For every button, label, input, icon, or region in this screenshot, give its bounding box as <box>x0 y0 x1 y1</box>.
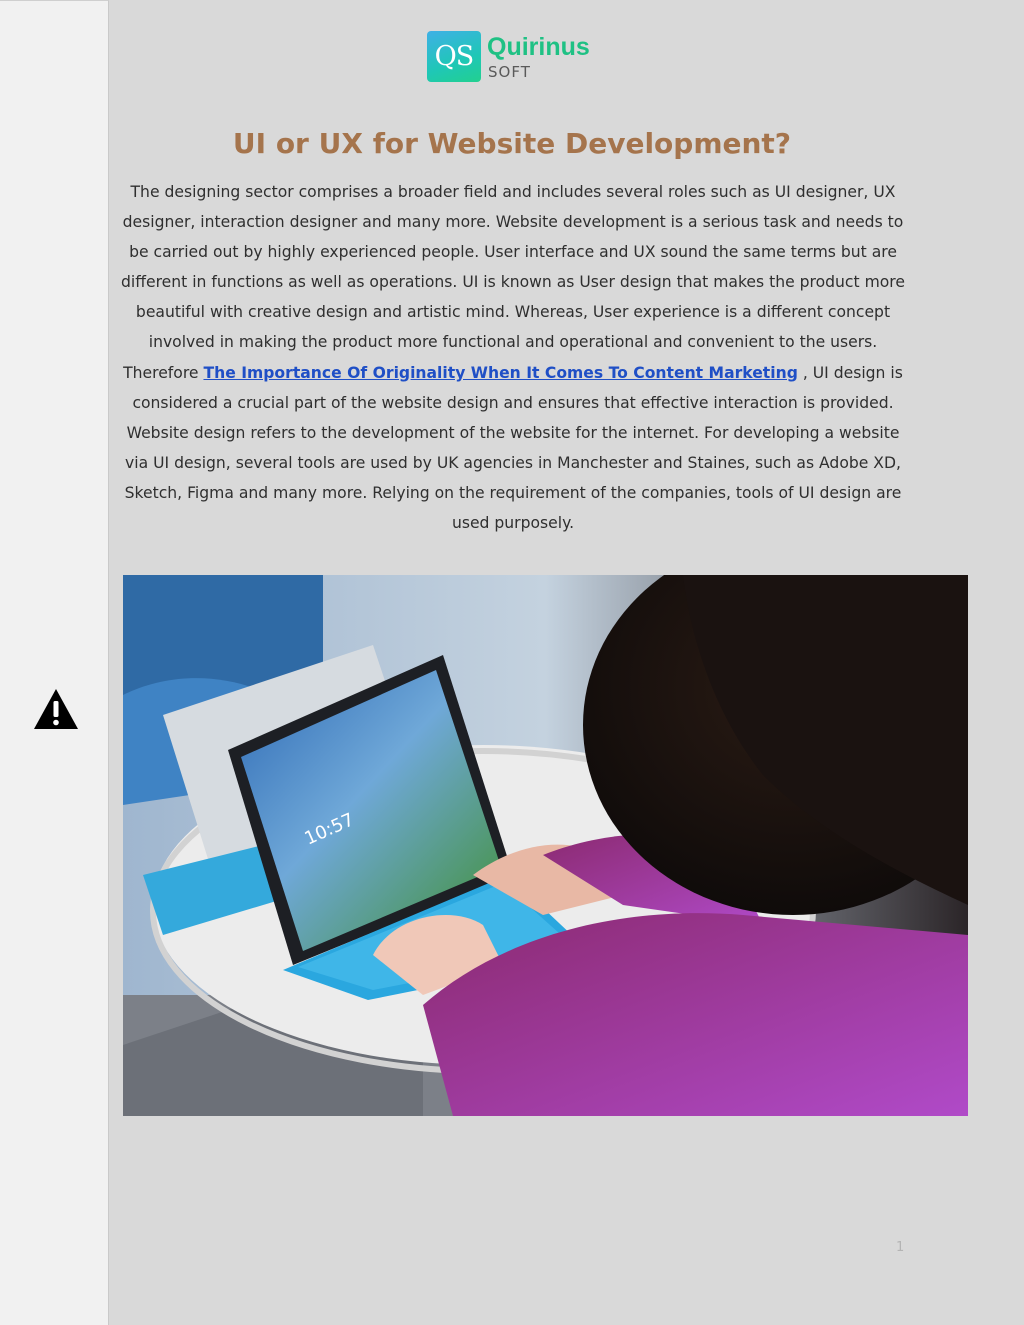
document-page <box>110 0 1024 1325</box>
originality-article-link[interactable]: The Importance Of Originality When It Comes To Content Marketing <box>203 363 798 382</box>
sidebar-panel <box>0 0 109 1325</box>
logo-name: Quirinus <box>487 33 590 61</box>
page-number: 1 <box>896 1240 905 1255</box>
article-photo <box>123 575 968 1116</box>
article-title: UI or UX for Website Development? <box>232 127 792 160</box>
company-logo <box>427 31 607 83</box>
warning-icon <box>32 687 80 731</box>
paragraph-text-after-link: , UI design is considered a crucial part of the website design and ensures that effective interaction is provided. Website design refers to the development of the website for the internet. For developing a website via UI design, several tools are used by UK agencies in Manchester and Staines, such as Adobe XD, Sketch, Figma and many more. Relying on the requirement of the companies, tools of UI design are used purposely. <box>124 363 903 533</box>
logo-mark: QS <box>427 31 481 82</box>
article-paragraph <box>118 177 908 538</box>
screen-clock: 10:57 <box>301 809 358 850</box>
paragraph-text-before-link: The designing sector comprises a broader field and includes several roles such as UI designer, UX designer, interaction designer and many more. Website development is a serious task and needs to be carried out by highly experienced people. User interface and UX sound the same terms but are different in functions as well as operations. UI is known as User design that makes the product more beautiful with creative design and artistic mind. Whereas, User experience is a different concept involved in making the product more functional and operational and convenient to the users. Therefore <box>121 183 905 382</box>
laptop-user-photo <box>123 575 968 1116</box>
logo-subtitle: SOFT <box>488 63 531 81</box>
